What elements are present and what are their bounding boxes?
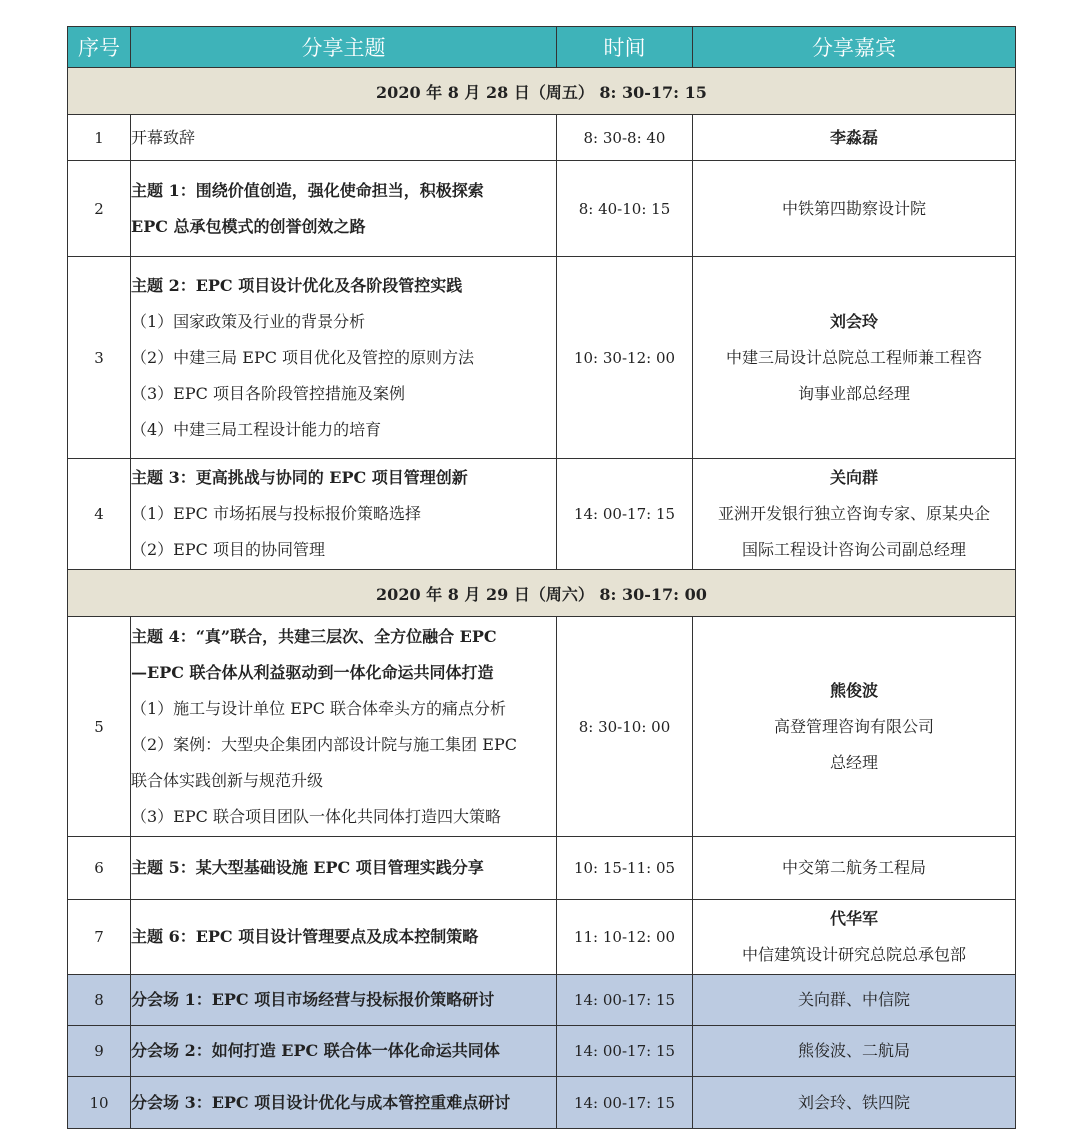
topic-subitem: （2）EPC 项目的协同管理 [131, 540, 325, 559]
topic-subitem: 联合体实践创新与规范升级 [131, 770, 324, 790]
time-cell: 14: 00-17: 15 [557, 1077, 693, 1129]
speaker-cell [693, 115, 1016, 161]
speaker-cell [693, 1077, 1016, 1129]
time-cell: 14: 00-17: 15 [557, 1026, 693, 1077]
header-row [68, 27, 1016, 68]
table-row [68, 617, 1016, 837]
topic-subitem: （1）施工与设计单位 EPC 联合体牵头方的痛点分析 [131, 698, 507, 718]
row-number: 6 [68, 837, 131, 900]
topic-cell [131, 617, 557, 837]
topic-title: 主题 6：EPC 项目设计管理要点及成本控制策略 [131, 927, 479, 946]
speaker-name: 李淼磊 [829, 127, 878, 147]
topic-subitem: （2）案例：大型央企集团内部设计院与施工集团 EPC [131, 734, 517, 754]
row-number: 10 [68, 1077, 131, 1129]
table-row [68, 900, 1016, 975]
time-cell: 8: 30-10: 00 [557, 617, 693, 837]
topic-cell [131, 459, 557, 570]
time-cell: 14: 00-17: 15 [557, 975, 693, 1026]
topic-subitem: （2）中建三局 EPC 项目优化及管控的原则方法 [131, 347, 475, 367]
speaker-title-line: 总经理 [829, 752, 878, 772]
topic-title-line: 主题 4：“真”联合，共建三层次、全方位融合 EPC [131, 626, 497, 646]
topic-subitem: （4）中建三局工程设计能力的培育 [131, 419, 382, 439]
day-row-1 [68, 68, 1016, 115]
topic-title: 主题 2：EPC 项目设计优化及各阶段管控实践 [131, 275, 463, 295]
day-label: 2020 年 8 月 28 日（周五） 8: 30-17: 15 [68, 68, 1016, 115]
topic-title-line: EPC 总承包模式的创誉创效之路 [131, 216, 366, 236]
topic-title: 主题 5：某大型基础设施 EPC 项目管理实践分享 [131, 858, 484, 877]
row-number: 2 [68, 161, 131, 257]
table-row [68, 1077, 1016, 1129]
time-cell: 10: 30-12: 00 [557, 257, 693, 459]
time-cell: 8: 40-10: 15 [557, 161, 693, 257]
header-topic: 分享主题 [131, 27, 557, 68]
speaker-cell [693, 975, 1016, 1026]
topic-title: 分会场 2：如何打造 EPC 联合体一体化命运共同体 [131, 1041, 500, 1060]
speaker-org: 中铁第四勘察设计院 [781, 198, 926, 218]
speaker-title-line: 中建三局设计总院总工程师兼工程咨 [725, 347, 982, 367]
table-row [68, 115, 1016, 161]
day-label: 2020 年 8 月 29 日（周六） 8: 30-17: 00 [68, 570, 1016, 617]
speaker-cell [693, 257, 1016, 459]
speaker-name: 熊俊波 [829, 680, 878, 700]
row-number: 7 [68, 900, 131, 975]
speaker-cell [693, 459, 1016, 570]
speaker-org: 中交第二航务工程局 [781, 858, 926, 877]
topic-title: 分会场 1：EPC 项目市场经营与投标报价策略研讨 [131, 990, 495, 1009]
table-row [68, 837, 1016, 900]
topic-title: 分会场 3：EPC 项目设计优化与成本管控重难点研讨 [131, 1092, 511, 1112]
time-cell: 11: 10-12: 00 [557, 900, 693, 975]
table-row [68, 161, 1016, 257]
speaker-cell [693, 617, 1016, 837]
header-time: 时间 [557, 27, 693, 68]
row-number: 1 [68, 115, 131, 161]
topic-title: 开幕致辞 [131, 127, 196, 147]
speaker-org: 刘会玲、铁四院 [797, 1092, 910, 1112]
topic-cell [131, 1077, 557, 1129]
topic-cell [131, 115, 557, 161]
topic-cell [131, 900, 557, 975]
speaker-name: 代华军 [829, 909, 878, 928]
time-cell: 10: 15-11: 05 [557, 837, 693, 900]
speaker-org: 熊俊波、二航局 [797, 1041, 910, 1060]
speaker-title-line: 高登管理咨询有限公司 [773, 716, 934, 736]
topic-subitem: （3）EPC 项目各阶段管控措施及案例 [131, 383, 405, 403]
topic-subitem: （1）国家政策及行业的背景分析 [131, 311, 366, 331]
speaker-title-line: 亚洲开发银行独立咨询专家、原某央企 [717, 504, 990, 523]
topic-title-line: —EPC 联合体从利益驱动到一体化命运共同体打造 [131, 662, 494, 682]
schedule-table [67, 26, 1016, 1129]
table-row [68, 1026, 1016, 1077]
speaker-name: 关向群 [829, 468, 878, 487]
topic-subitem: （1）EPC 市场拓展与投标报价策略选择 [131, 504, 421, 523]
time-cell: 14: 00-17: 15 [557, 459, 693, 570]
table-row [68, 975, 1016, 1026]
topic-subitem: （3）EPC 联合项目团队一体化共同体打造四大策略 [131, 806, 501, 826]
time-cell: 8: 30-8: 40 [557, 115, 693, 161]
topic-cell [131, 975, 557, 1026]
row-number: 8 [68, 975, 131, 1026]
speaker-title-line: 中信建筑设计研究总院总承包部 [741, 945, 966, 964]
topic-cell [131, 837, 557, 900]
row-number: 4 [68, 459, 131, 570]
topic-cell [131, 161, 557, 257]
topic-cell [131, 1026, 557, 1077]
header-speaker: 分享嘉宾 [693, 27, 1016, 68]
speaker-cell [693, 161, 1016, 257]
speaker-cell [693, 1026, 1016, 1077]
table-row [68, 257, 1016, 459]
speaker-org: 关向群、中信院 [797, 990, 910, 1009]
table-row [68, 459, 1016, 570]
row-number: 5 [68, 617, 131, 837]
speaker-title-line: 国际工程设计咨询公司副总经理 [741, 540, 966, 559]
header-no: 序号 [68, 27, 131, 68]
speaker-title-line: 询事业部总经理 [797, 383, 910, 403]
day-row-2 [68, 570, 1016, 617]
topic-cell [131, 257, 557, 459]
topic-title-line: 主题 1：围绕价值创造，强化使命担当，积极探索 [131, 180, 484, 200]
speaker-name: 刘会玲 [829, 311, 878, 331]
speaker-cell [693, 837, 1016, 900]
row-number: 9 [68, 1026, 131, 1077]
speaker-cell [693, 900, 1016, 975]
topic-title: 主题 3：更高挑战与协同的 EPC 项目管理创新 [131, 468, 468, 487]
row-number: 3 [68, 257, 131, 459]
